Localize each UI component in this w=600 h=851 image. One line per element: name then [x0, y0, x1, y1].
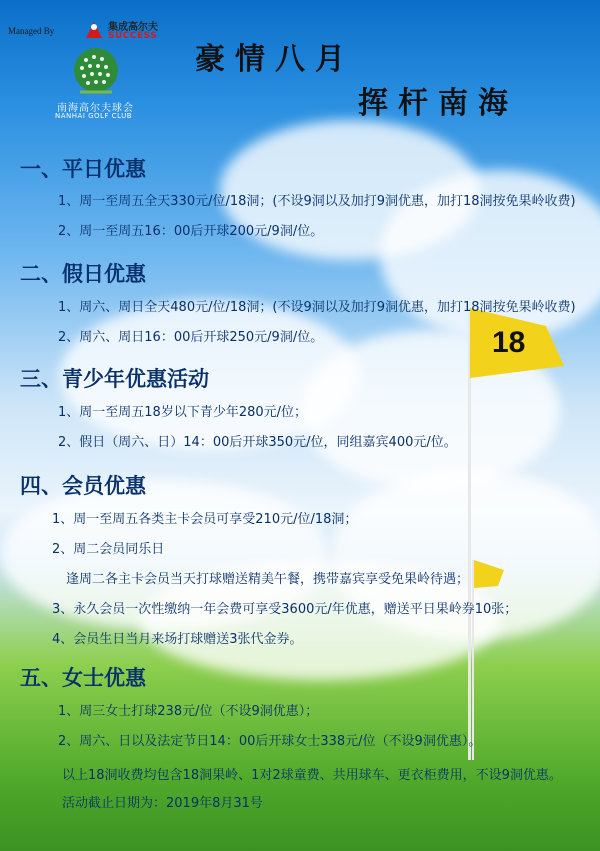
small-golf-flag-icon [474, 560, 508, 590]
deadline-note: 活动截止日期为：2019年8月31号 [62, 796, 263, 811]
section-item: 1、周一至周五全天330元/位/18洞；(不设9洞以及加打9洞优惠，加打18洞按免果岭收费) [58, 194, 576, 209]
section-item: 1、周一至周五18岁以下青少年280元/位； [58, 405, 308, 420]
poster-title-line1: 豪情八月 [195, 42, 355, 77]
section-item: 2、周一至周五16：00后开球200元/9洞/位。 [58, 224, 324, 239]
section-heading-member: 四、会员优惠 [20, 474, 146, 498]
section-item: 1、周六、周日全天480元/位/18洞；(不设9洞以及加打9洞优惠，加打18洞按免果岭收费) [58, 300, 576, 315]
section-item: 3、永久会员一次性缴纳一年会费可享受3600元/年优惠，赠送平日果岭券10张； [52, 602, 518, 617]
section-item: 逢周二各主卡会员当天打球赠送精美午餐，携带嘉宾享受免果岭待遇； [66, 572, 470, 587]
section-item: 4、会员生日当月来场打球赠送3张代金券。 [52, 632, 303, 647]
flag-hole-number: 18 [492, 326, 526, 359]
club-name-cn: 南海高尔夫球会 [57, 103, 134, 114]
section-item: 2、周六、周日16：00后开球250元/9洞/位。 [58, 330, 324, 345]
poster-title-line2: 挥杆南海 [358, 86, 518, 121]
section-heading-youth: 三、青少年优惠活动 [20, 367, 209, 391]
managed-by-label: Managed By [8, 26, 55, 36]
section-item: 2、周六、日以及法定节日14：00后开球女士338元/位（不设9洞优惠）。 [58, 734, 482, 749]
section-heading-weekday: 一、平日优惠 [20, 157, 146, 181]
success-brand-cn: 集成高尔夫 [108, 22, 158, 33]
section-heading-ladies: 五、女士优惠 [20, 666, 146, 690]
success-brand-en: SUCCESS [108, 31, 158, 41]
section-item: 2、假日（周六、日）14：00后开球350元/位，同组嘉宾400元/位。 [58, 435, 457, 450]
section-item: 1、周三女士打球238元/位（不设9洞优惠）； [58, 704, 319, 719]
section-item: 2、周二会员同乐日 [52, 542, 165, 557]
fee-note: 以上18洞收费均包含18洞果岭、1对2球童费、共用球车、更衣柜费用，不设9洞优惠。 [62, 768, 562, 783]
section-heading-holiday: 二、假日优惠 [20, 262, 146, 286]
club-name-en: NANHAI GOLF CLUB [55, 112, 133, 120]
section-item: 1、周一至周五各类主卡会员可享受210元/位/18洞； [52, 512, 358, 527]
golf-ball-logo-icon [70, 46, 122, 98]
success-logo-icon [82, 18, 106, 42]
